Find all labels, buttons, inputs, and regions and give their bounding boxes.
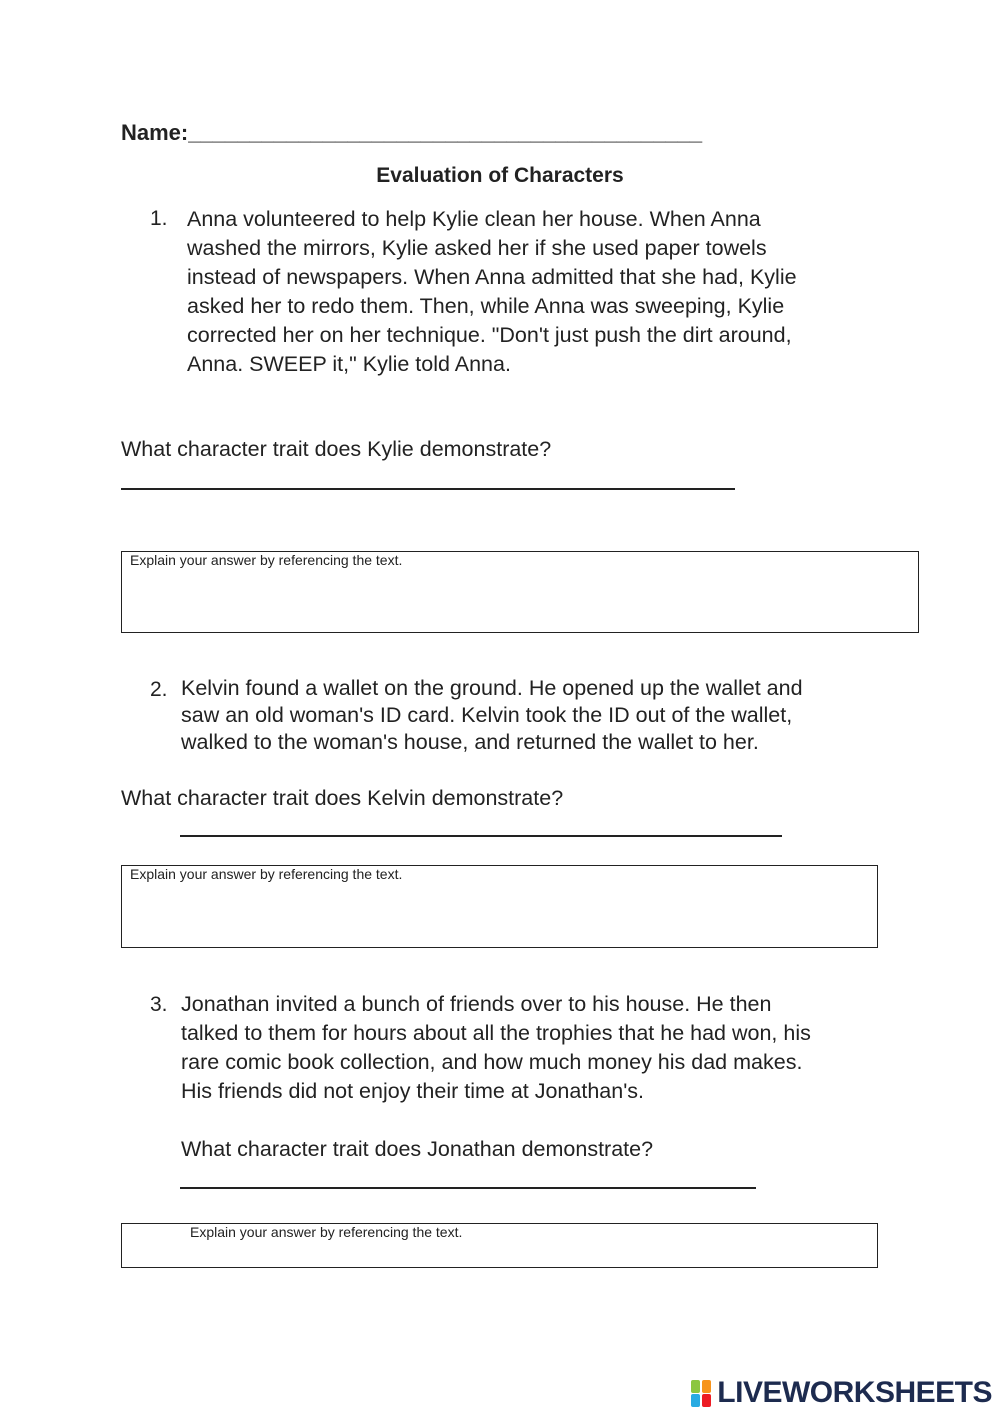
question-2-explain-box[interactable] xyxy=(121,865,878,948)
question-2-prompt: What character trait does Kelvin demonstrate? xyxy=(121,786,564,810)
question-3-passage: Jonathan invited a bunch of friends over to his house. He then talked to them for hours about all the trophies that he had won, his rare comic book collection, and how much money his dad makes. His friends did not enjoy their time at Jonathan's. xyxy=(181,992,811,1103)
liveworksheets-logo-icon xyxy=(691,1378,713,1408)
liveworksheets-logo-text: LIVEWORKSHEETS xyxy=(717,1376,992,1409)
question-2-number: 2. xyxy=(150,678,168,701)
question-1-answer-line[interactable] xyxy=(121,488,735,490)
question-3-answer-line[interactable] xyxy=(180,1187,756,1189)
question-1-passage: Anna volunteered to help Kylie clean her house. When Anna washed the mirrors, Kylie asked her if she used paper towels instead of newspapers. When Anna admitted that she had, Kylie asked her to redo them. Then, while Anna was sweeping, Kylie corrected her on her technique. "Don't just push the dirt around, Anna. SWEEP it," Kylie told Anna. xyxy=(187,207,797,376)
question-3-prompt: What character trait does Jonathan demonstrate? xyxy=(181,1137,654,1161)
question-1-explain-label: Explain your answer by referencing the text. xyxy=(130,552,403,568)
question-1-explain-box[interactable] xyxy=(121,551,919,633)
question-1-number: 1. xyxy=(150,207,168,230)
page-title: Evaluation of Characters xyxy=(376,164,624,187)
question-2-answer-line[interactable] xyxy=(180,835,782,837)
question-2-explain-label: Explain your answer by referencing the text. xyxy=(130,866,403,882)
question-2-passage: Kelvin found a wallet on the ground. He opened up the wallet and saw an old woman's ID card. Kelvin took the ID out of the wallet, walked to the woman's house, and returned the wallet to her. xyxy=(181,676,803,754)
question-3-number: 3. xyxy=(150,993,168,1016)
liveworksheets-logo xyxy=(691,1376,992,1410)
question-1-prompt: What character trait does Kylie demonstrate? xyxy=(121,437,552,461)
name-field-label: Name:__________________________________________ xyxy=(121,120,703,145)
question-3-explain-box[interactable] xyxy=(121,1223,878,1268)
question-3-explain-label: Explain your answer by referencing the text. xyxy=(190,1224,463,1240)
